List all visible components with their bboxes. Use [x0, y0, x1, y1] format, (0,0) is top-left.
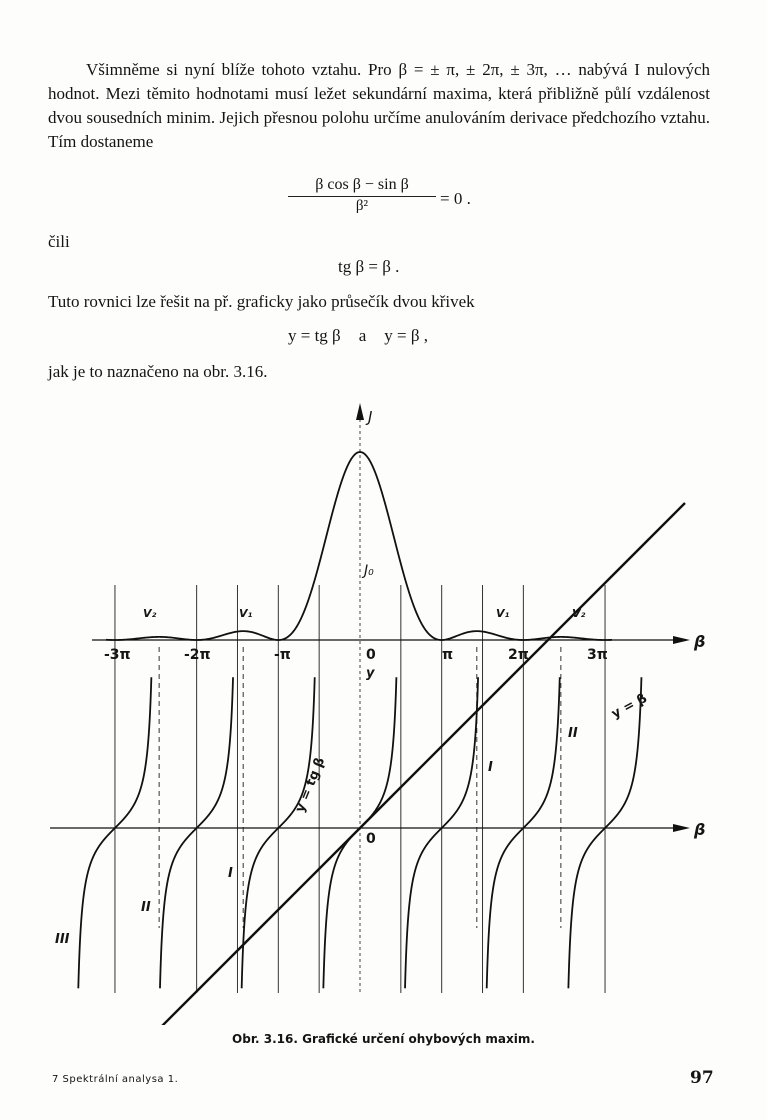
label-v2-left: V₂: [143, 607, 157, 620]
label-beta-top: β: [694, 632, 706, 651]
fraction-bar: [288, 196, 436, 197]
tick-3pi: 3π: [587, 647, 608, 663]
label-v1-left: V₁: [239, 607, 253, 620]
word-cili: čili: [48, 232, 70, 251]
label-point-II-left: II: [141, 900, 151, 915]
tick-2pi: 2π: [508, 647, 529, 663]
label-point-I-left: I: [228, 866, 233, 881]
tick-minus-pi: -π: [274, 647, 291, 663]
label-line: y = β: [609, 690, 650, 722]
label-tg-curve: y = tg β: [292, 755, 329, 815]
figure-graph: [0, 395, 767, 1025]
line-y-equals-beta: [61, 503, 685, 1025]
tick-minus-3pi: -3π: [104, 647, 131, 663]
equation-curve-tg: y = tg β: [288, 326, 341, 345]
page-number: 97: [690, 1068, 714, 1088]
beta-axis-top-arrow: [673, 636, 690, 644]
paragraph-reference: jak je to naznačeno na obr. 3.16.: [48, 362, 268, 381]
beta-axis-bottom-arrow: [673, 824, 690, 832]
label-y: y: [366, 666, 375, 681]
derivative-equation: [288, 176, 436, 215]
tick-pi: π: [442, 647, 454, 663]
curves: [61, 452, 685, 1025]
equation-numerator: β cos β − sin β: [315, 176, 409, 193]
tick-minus-2pi: -2π: [184, 647, 211, 663]
label-j: J: [368, 408, 373, 426]
figure-caption: Obr. 3.16. Grafické určení ohybových maxim.: [232, 1032, 535, 1046]
equation-denominator: β²: [355, 198, 369, 214]
equation-tg: tg β = β .: [338, 257, 400, 276]
label-beta-bottom: β: [694, 820, 706, 839]
equation-conjunction: a: [358, 326, 367, 345]
equation-curves: [288, 326, 428, 346]
label-point-I-right: I: [488, 760, 493, 775]
j-axis-arrow: [356, 403, 364, 420]
paragraph-intro: Všimněme si nyní blíže tohoto vztahu. Pro β = ± π, ± 2π, ± 3π, … nabývá I nulových hodnot. Mezi těmito hodnotami musí ležet sekundární maxima, která přibližně půlí vzdálenost dvou sousedních minim. Jejich přesnou polohu určíme anulováním derivace předchozího vztahu. Tím dostaneme: [48, 60, 710, 151]
intensity-curve: [106, 452, 612, 640]
footer-book-title: 7 Spektrální analysa 1.: [52, 1074, 179, 1085]
label-j0: J₀: [364, 563, 374, 579]
equation-rhs: = 0 .: [440, 189, 471, 208]
label-v2-right: V₂: [572, 607, 586, 620]
label-origin-top: 0: [366, 647, 376, 663]
label-v1-right: V₁: [496, 607, 510, 620]
label-point-III-left: III: [55, 932, 70, 947]
label-origin-bottom: 0: [366, 831, 376, 847]
paragraph-solve: Tuto rovnici lze řešit na př. graficky jako průsečík dvou křivek: [48, 292, 475, 311]
dashed-projection-lines: [159, 413, 561, 995]
equation-curve-line: y = β ,: [384, 326, 429, 345]
label-point-II-right: II: [568, 726, 578, 741]
